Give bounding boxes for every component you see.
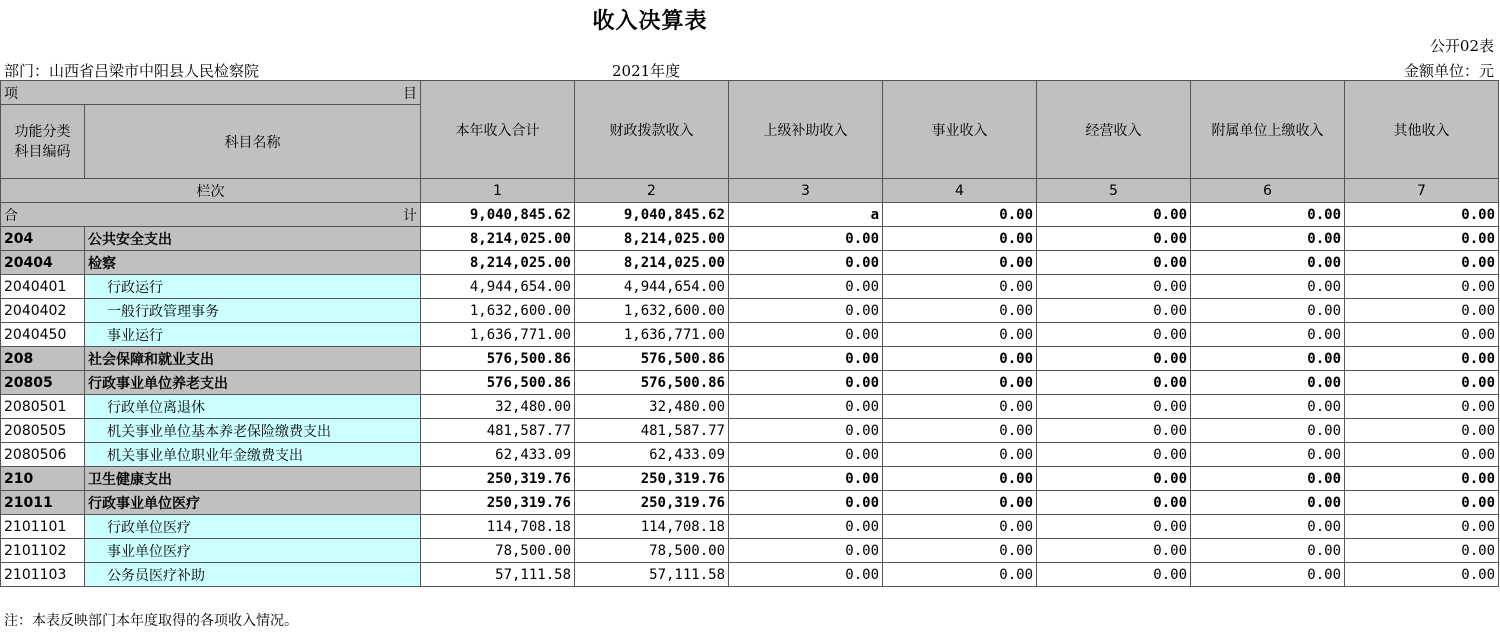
row-value: 0.00 <box>1037 443 1191 467</box>
row-value: 0.00 <box>1037 395 1191 419</box>
row-value: 32,480.00 <box>575 395 729 419</box>
row-value: 0.00 <box>1191 539 1345 563</box>
row-value: 0.00 <box>1037 539 1191 563</box>
col-header-7: 其他收入 <box>1345 81 1499 179</box>
row-value: 576,500.86 <box>421 371 575 395</box>
total-value: 9,040,845.62 <box>575 203 729 227</box>
sheet-number: 公开02表 <box>1429 37 1494 55</box>
row-value: 62,433.09 <box>575 443 729 467</box>
seq-number: 4 <box>883 179 1037 203</box>
row-value: 0.00 <box>883 347 1037 371</box>
row-value: 0.00 <box>729 515 883 539</box>
table-row <box>1 563 1499 587</box>
row-value: 0.00 <box>729 251 883 275</box>
row-value: 1,636,771.00 <box>575 323 729 347</box>
table-row <box>1 419 1499 443</box>
report-title: 收入决算表 <box>592 9 708 34</box>
row-value: 8,214,025.00 <box>575 227 729 251</box>
row-value: 0.00 <box>729 491 883 515</box>
row-value: 0.00 <box>729 419 883 443</box>
row-value: 0.00 <box>1037 323 1191 347</box>
total-value: 0.00 <box>883 203 1037 227</box>
income-table <box>0 80 1499 587</box>
total-value: 0.00 <box>1037 203 1191 227</box>
row-value: 0.00 <box>1191 563 1345 587</box>
row-value: 0.00 <box>1037 251 1191 275</box>
row-name: 行政运行 <box>85 275 421 299</box>
row-name: 公共安全支出 <box>85 227 421 251</box>
row-value: 0.00 <box>1191 251 1345 275</box>
col-header-2: 财政拨款收入 <box>575 81 729 179</box>
row-value: 250,319.76 <box>575 467 729 491</box>
row-value: 0.00 <box>1345 443 1499 467</box>
row-value: 0.00 <box>729 299 883 323</box>
table-row <box>1 251 1499 275</box>
row-value: 0.00 <box>883 251 1037 275</box>
row-value: 0.00 <box>1345 347 1499 371</box>
total-value: 0.00 <box>1345 203 1499 227</box>
row-value: 78,500.00 <box>575 539 729 563</box>
row-value: 32,480.00 <box>421 395 575 419</box>
row-value: 0.00 <box>1191 395 1345 419</box>
seq-number: 6 <box>1191 179 1345 203</box>
row-value: 0.00 <box>1345 395 1499 419</box>
row-value: 114,708.18 <box>575 515 729 539</box>
row-value: 0.00 <box>1037 563 1191 587</box>
col-header-3: 上级补助收入 <box>729 81 883 179</box>
row-value: 1,632,600.00 <box>421 299 575 323</box>
row-value: 0.00 <box>729 323 883 347</box>
row-value: 57,111.58 <box>421 563 575 587</box>
row-code: 208 <box>1 347 85 371</box>
code-header: 功能分类 科目编码 <box>1 105 85 179</box>
currency-unit: 金额单位：元 <box>1403 62 1494 80</box>
row-name: 一般行政管理事务 <box>85 299 421 323</box>
row-name: 机关事业单位职业年金缴费支出 <box>85 443 421 467</box>
row-value: 0.00 <box>883 443 1037 467</box>
col-header-5: 经营收入 <box>1037 81 1191 179</box>
row-code: 204 <box>1 227 85 251</box>
row-code: 210 <box>1 467 85 491</box>
row-value: 0.00 <box>883 299 1037 323</box>
col-header-4: 事业收入 <box>883 81 1037 179</box>
row-value: 0.00 <box>1037 275 1191 299</box>
row-value: 8,214,025.00 <box>421 251 575 275</box>
table-row <box>1 443 1499 467</box>
row-value: 0.00 <box>1037 467 1191 491</box>
seq-number: 1 <box>421 179 575 203</box>
row-value: 0.00 <box>1037 371 1191 395</box>
row-value: 0.00 <box>729 467 883 491</box>
row-name: 事业单位医疗 <box>85 539 421 563</box>
row-value: 0.00 <box>1191 371 1345 395</box>
row-value: 0.00 <box>1345 563 1499 587</box>
row-name: 机关事业单位基本养老保险缴费支出 <box>85 419 421 443</box>
total-value: 9,040,845.62 <box>421 203 575 227</box>
table-row <box>1 467 1499 491</box>
row-value: 0.00 <box>1345 227 1499 251</box>
row-code: 2040402 <box>1 299 85 323</box>
row-value: 0.00 <box>883 371 1037 395</box>
row-value: 114,708.18 <box>421 515 575 539</box>
row-value: 0.00 <box>1191 347 1345 371</box>
row-name: 公务员医疗补助 <box>85 563 421 587</box>
row-value: 0.00 <box>1037 515 1191 539</box>
row-value: 0.00 <box>1345 467 1499 491</box>
row-value: 576,500.86 <box>421 347 575 371</box>
row-value: 0.00 <box>1191 275 1345 299</box>
row-value: 0.00 <box>1191 491 1345 515</box>
row-value: 0.00 <box>883 467 1037 491</box>
table-note: 注：本表反映部门本年度取得的各项收入情况。 <box>4 613 298 629</box>
total-row <box>1 203 1499 227</box>
table-row <box>1 515 1499 539</box>
seq-number: 7 <box>1345 179 1499 203</box>
col-header-1: 本年收入合计 <box>421 81 575 179</box>
row-code: 20404 <box>1 251 85 275</box>
row-value: 250,319.76 <box>575 491 729 515</box>
row-value: 8,214,025.00 <box>421 227 575 251</box>
row-value: 1,636,771.00 <box>421 323 575 347</box>
row-value: 0.00 <box>1191 227 1345 251</box>
row-code: 2040450 <box>1 323 85 347</box>
row-value: 0.00 <box>729 395 883 419</box>
row-value: 0.00 <box>1191 299 1345 323</box>
table-row <box>1 491 1499 515</box>
row-value: 0.00 <box>883 323 1037 347</box>
table-row <box>1 395 1499 419</box>
row-value: 4,944,654.00 <box>575 275 729 299</box>
row-value: 576,500.86 <box>575 347 729 371</box>
row-value: 4,944,654.00 <box>421 275 575 299</box>
row-value: 0.00 <box>883 395 1037 419</box>
row-name: 卫生健康支出 <box>85 467 421 491</box>
row-value: 0.00 <box>883 515 1037 539</box>
row-value: 8,214,025.00 <box>575 251 729 275</box>
row-code: 20805 <box>1 371 85 395</box>
row-code: 2080505 <box>1 419 85 443</box>
item-header: 项 目 <box>1 81 421 105</box>
row-value: 0.00 <box>1037 347 1191 371</box>
department-label: 部门：山西省吕梁市中阳县人民检察院 <box>4 62 260 80</box>
row-value: 0.00 <box>729 347 883 371</box>
row-value: 0.00 <box>1345 515 1499 539</box>
row-code: 21011 <box>1 491 85 515</box>
row-value: 0.00 <box>1191 515 1345 539</box>
seq-label: 栏次 <box>1 179 421 203</box>
row-value: 0.00 <box>729 539 883 563</box>
table-row <box>1 323 1499 347</box>
row-code: 2080506 <box>1 443 85 467</box>
row-value: 0.00 <box>1345 539 1499 563</box>
row-value: 0.00 <box>1191 419 1345 443</box>
row-value: 0.00 <box>1037 299 1191 323</box>
total-value: 0.00 <box>1191 203 1345 227</box>
table-row <box>1 539 1499 563</box>
row-value: 0.00 <box>883 491 1037 515</box>
row-name: 检察 <box>85 251 421 275</box>
row-value: 0.00 <box>1345 491 1499 515</box>
row-value: 0.00 <box>1037 419 1191 443</box>
row-value: 57,111.58 <box>575 563 729 587</box>
row-value: 62,433.09 <box>421 443 575 467</box>
row-value: 0.00 <box>1191 467 1345 491</box>
row-value: 0.00 <box>1345 299 1499 323</box>
row-value: 0.00 <box>883 419 1037 443</box>
row-value: 576,500.86 <box>575 371 729 395</box>
row-value: 0.00 <box>1345 419 1499 443</box>
row-code: 2101102 <box>1 539 85 563</box>
row-value: 0.00 <box>1191 323 1345 347</box>
row-name: 事业运行 <box>85 323 421 347</box>
row-value: 0.00 <box>1345 251 1499 275</box>
row-value: 0.00 <box>1191 443 1345 467</box>
table-row <box>1 347 1499 371</box>
row-value: 0.00 <box>883 563 1037 587</box>
row-value: 0.00 <box>1037 227 1191 251</box>
row-value: 1,632,600.00 <box>575 299 729 323</box>
table-row <box>1 227 1499 251</box>
row-name: 行政单位离退休 <box>85 395 421 419</box>
row-value: 481,587.77 <box>421 419 575 443</box>
seq-number: 5 <box>1037 179 1191 203</box>
row-value: 78,500.00 <box>421 539 575 563</box>
row-code: 2101101 <box>1 515 85 539</box>
row-value: 0.00 <box>1345 275 1499 299</box>
row-name: 行政事业单位医疗 <box>85 491 421 515</box>
row-name: 社会保障和就业支出 <box>85 347 421 371</box>
seq-number: 2 <box>575 179 729 203</box>
table-row <box>1 275 1499 299</box>
row-value: 0.00 <box>1345 323 1499 347</box>
row-value: 0.00 <box>729 275 883 299</box>
seq-number: 3 <box>729 179 883 203</box>
col-header-6: 附属单位上缴收入 <box>1191 81 1345 179</box>
name-header: 科目名称 <box>85 105 421 179</box>
total-label: 合 计 <box>1 203 421 227</box>
row-name: 行政单位医疗 <box>85 515 421 539</box>
row-value: 0.00 <box>883 539 1037 563</box>
fiscal-year: 2021年度 <box>612 62 681 80</box>
row-value: 250,319.76 <box>421 491 575 515</box>
row-value: 481,587.77 <box>575 419 729 443</box>
row-value: 0.00 <box>1037 491 1191 515</box>
row-value: 0.00 <box>729 443 883 467</box>
row-code: 2080501 <box>1 395 85 419</box>
row-value: 250,319.76 <box>421 467 575 491</box>
row-code: 2040401 <box>1 275 85 299</box>
total-value: a <box>729 203 883 227</box>
row-value: 0.00 <box>729 227 883 251</box>
table-row <box>1 299 1499 323</box>
row-value: 0.00 <box>883 275 1037 299</box>
table-row <box>1 371 1499 395</box>
row-value: 0.00 <box>1345 371 1499 395</box>
row-value: 0.00 <box>883 227 1037 251</box>
row-code: 2101103 <box>1 563 85 587</box>
row-value: 0.00 <box>729 563 883 587</box>
row-name: 行政事业单位养老支出 <box>85 371 421 395</box>
row-value: 0.00 <box>729 371 883 395</box>
